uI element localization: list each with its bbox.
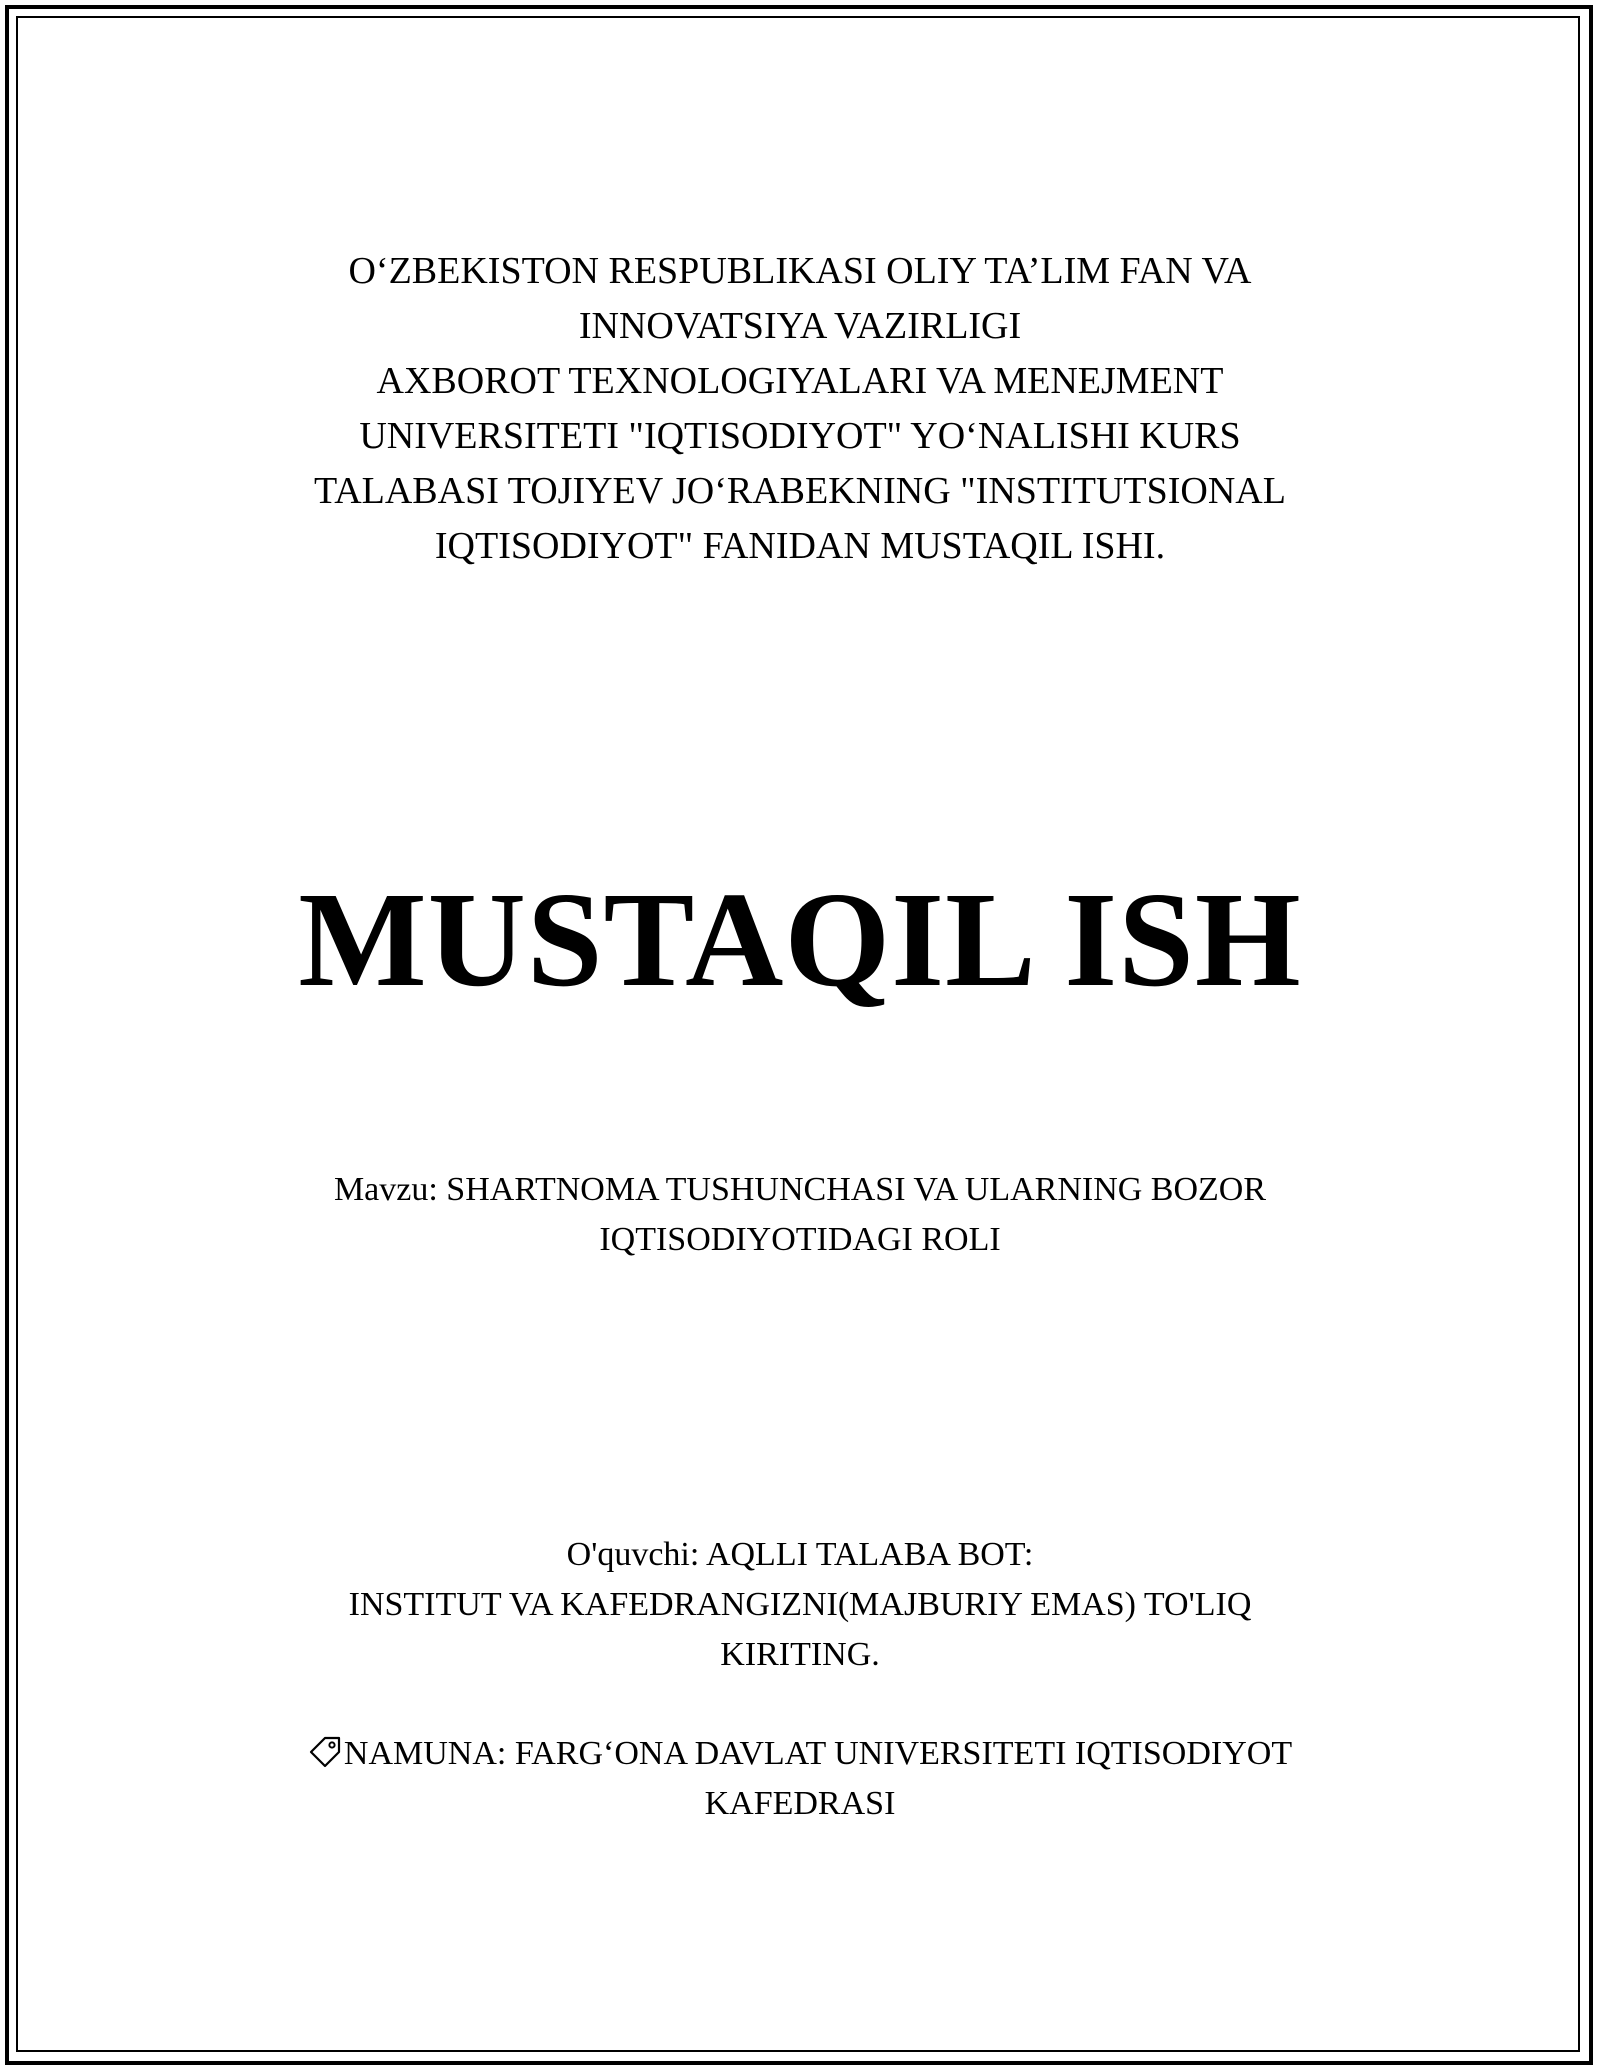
- document-title: MUSTAQIL ISH: [298, 865, 1302, 1015]
- ministry-header: [200, 244, 1400, 574]
- student-line: KIRITING.: [720, 1636, 880, 1673]
- header-line: INNOVATSIYA VAZIRLIGI: [578, 305, 1022, 347]
- student-line: INSTITUT VA KAFEDRANGIZNI(MAJBURIY EMAS) TO'LIQ: [348, 1586, 1252, 1623]
- header-line: O‘ZBEKISTON RESPUBLIKASI OLIY TA’LIM FAN VA: [348, 250, 1252, 292]
- header-line: UNIVERSITETI "IQTISODIYOT" YO‘NALISHI KURS: [359, 415, 1241, 457]
- header-line: IQTISODIYOT" FANIDAN MUSTAQIL ISHI.: [434, 525, 1166, 567]
- topic-section: [200, 1165, 1400, 1265]
- header-line: TALABASI TOJIYEV JO‘RABEKNING "INSTITUTSIONAL: [314, 470, 1286, 512]
- student-section: [200, 1530, 1400, 1680]
- sample-line-1: [200, 1729, 1400, 1779]
- topic-line: IQTISODIYOTIDAGI ROLI: [599, 1221, 1001, 1258]
- sample-section: [200, 1729, 1400, 1829]
- topic-line: Mavzu: SHARTNOMA TUSHUNCHASI VA ULARNING BOZOR: [333, 1171, 1267, 1208]
- sample-line-text: NAMUNA: FARG‘ONA DAVLAT UNIVERSITETI IQTISODIYOT: [343, 1735, 1293, 1772]
- header-line: AXBOROT TEXNOLOGIYALARI VA MENEJMENT: [376, 360, 1224, 402]
- student-line: O'quvchi: AQLLI TALABA BOT:: [566, 1536, 1034, 1573]
- sample-line: KAFEDRASI: [704, 1785, 896, 1822]
- tag-icon: [308, 1735, 342, 1769]
